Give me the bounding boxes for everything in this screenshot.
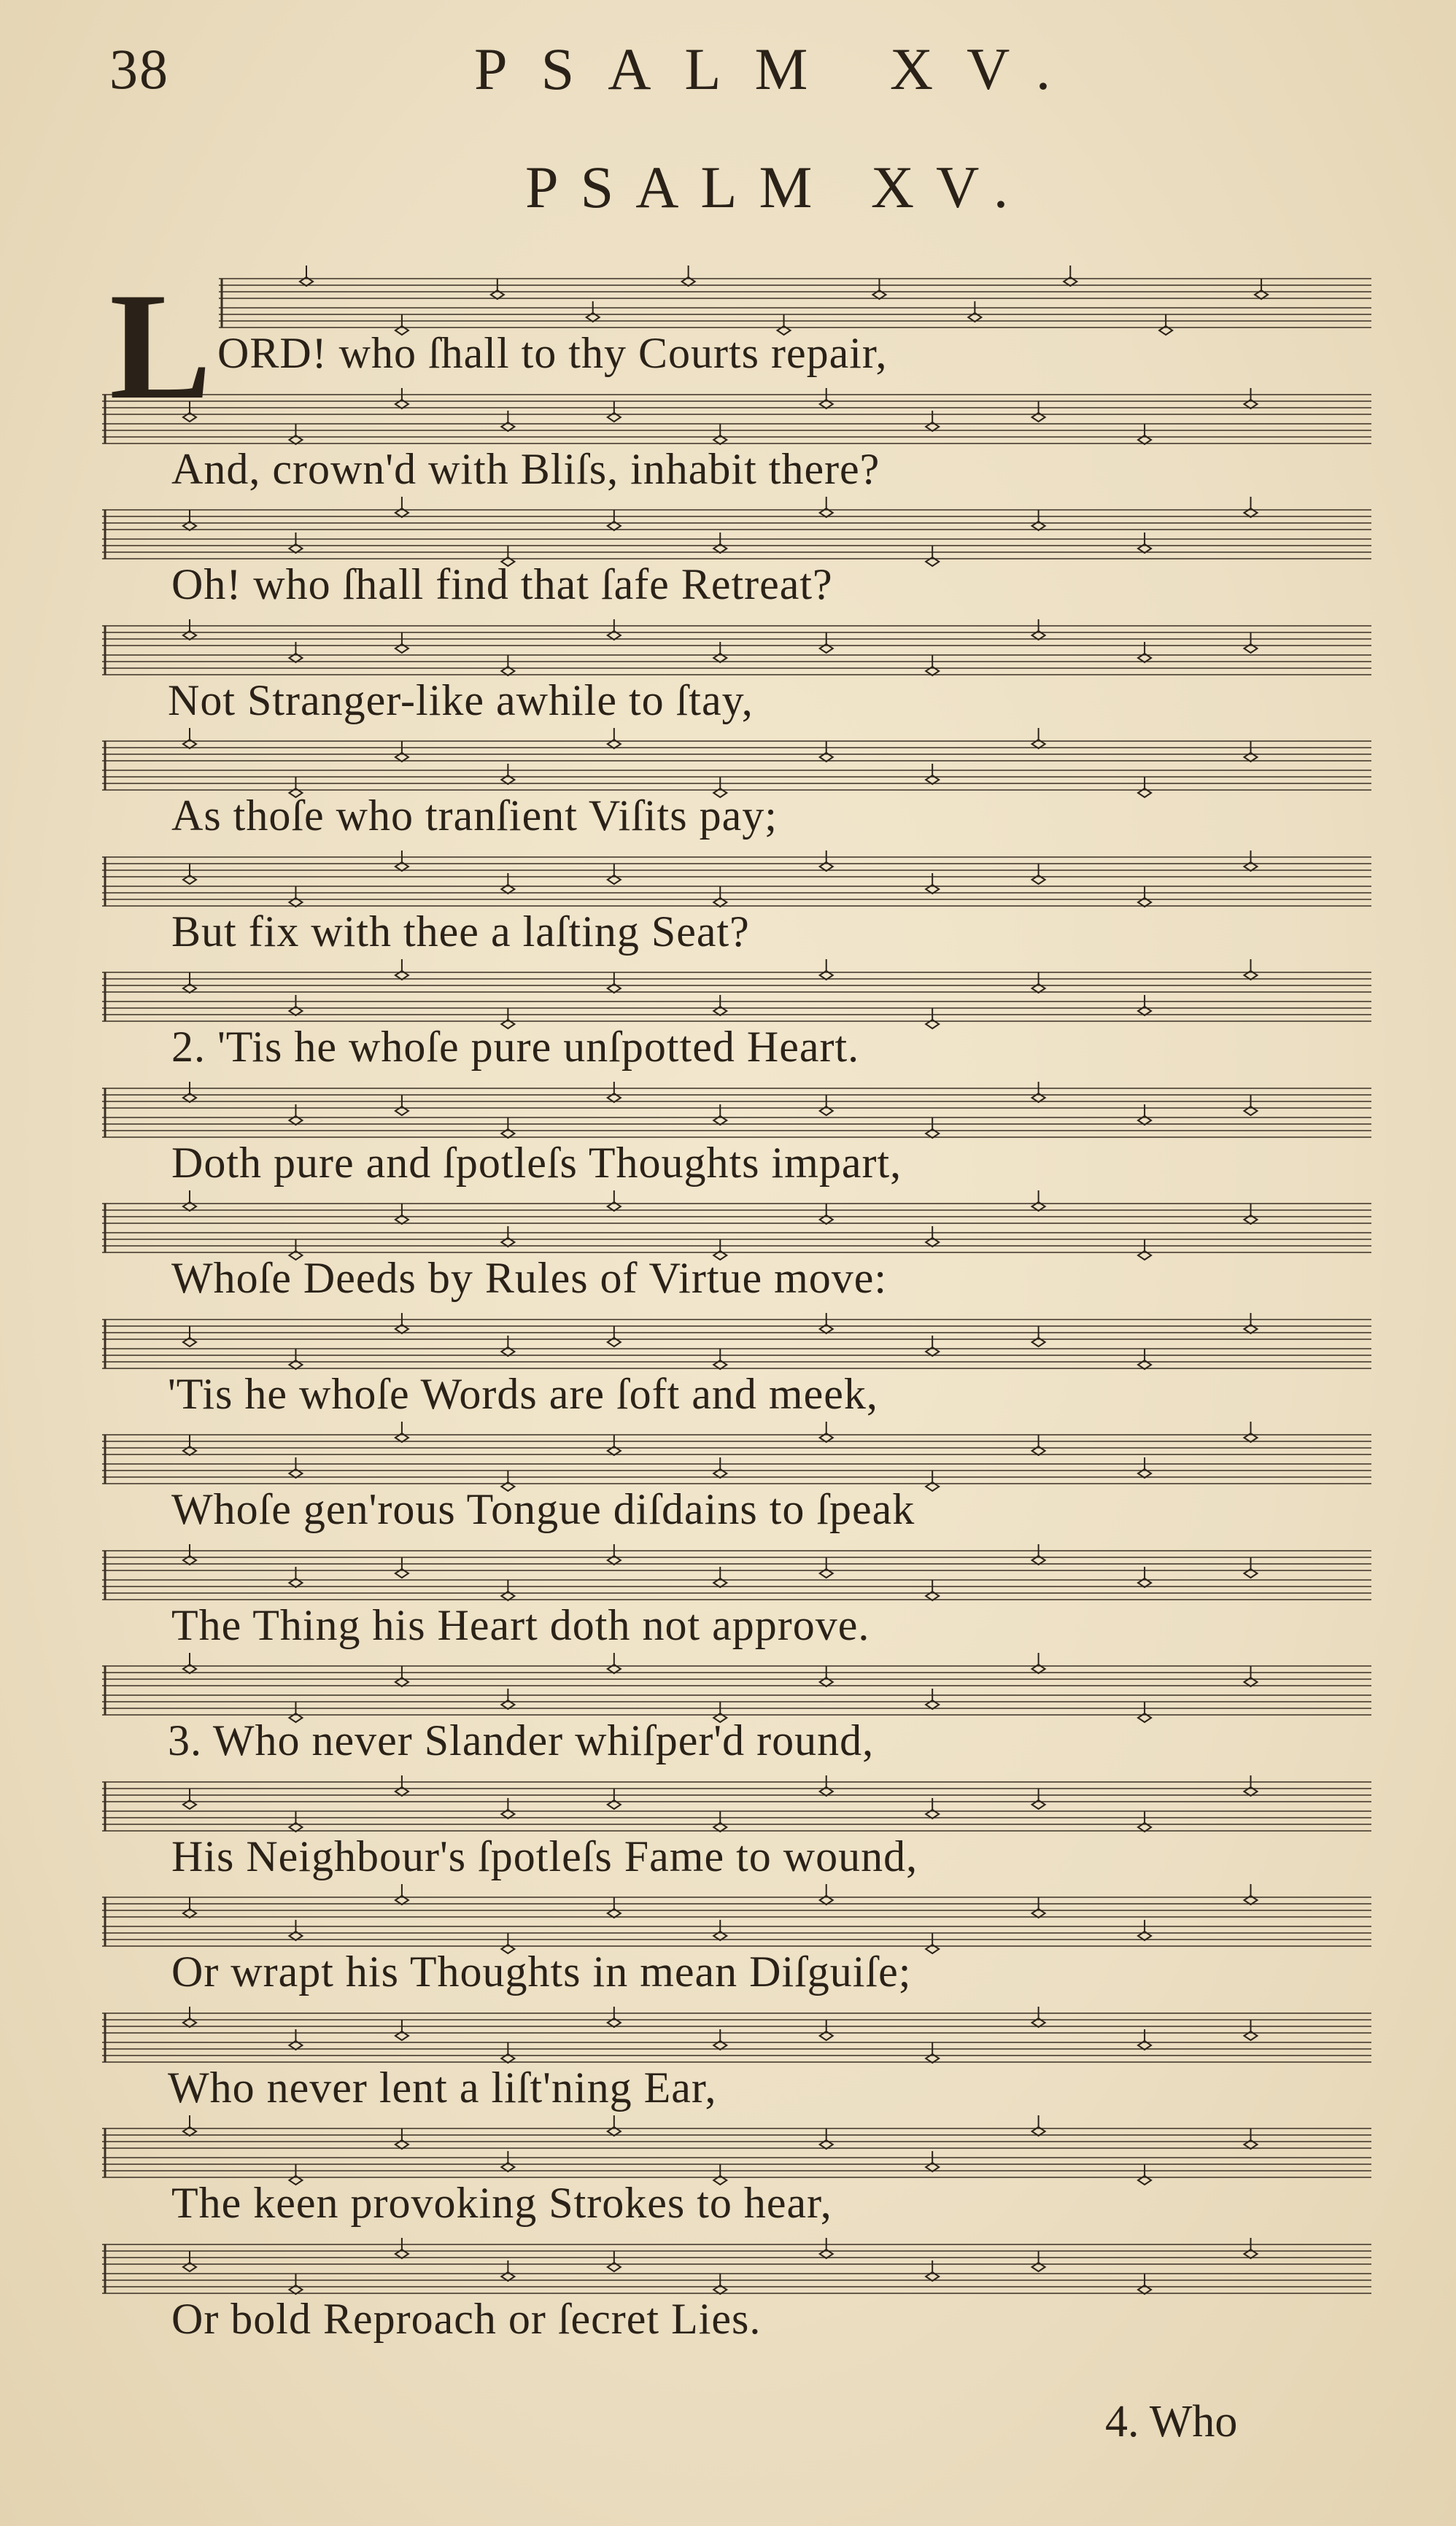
page-number: 38 [109,37,169,101]
music-staff [102,741,1371,796]
music-staff [102,279,1371,333]
staff-system [102,1320,1371,1436]
lyric-line: His Neighbour's ſpotleſs Fame to wound, [171,1832,918,1880]
lyric-line: The keen provoking Strokes to hear, [171,2179,832,2227]
staff-system [102,1088,1371,1205]
music-staff [102,626,1371,681]
lyric-line: ORD! who ſhall to thy Courts repair, [217,329,888,377]
staff-system [102,395,1371,511]
music-staff [102,2128,1371,2183]
catchword: 4. Who [1105,2397,1238,2446]
lyric-line: And, crown'd with Bliſs, inhabit there? [171,444,880,493]
music-staff [102,1666,1371,1721]
staff-system [102,2013,1371,2130]
psalm-title: PSALM XV. [525,154,1031,220]
staff-system [102,1782,1371,1899]
music-staff [102,2013,1371,2068]
lyric-line: 3. Who never Slander whiſper'd round, [168,1716,875,1764]
lyric-line: Not Stranger-like awhile to ſtay, [168,675,754,724]
lyric-line: Or wrapt his Thoughts in mean Diſguiſe; [171,1948,912,1996]
staff-system [102,1551,1371,1667]
staff-system [102,972,1371,1089]
lyric-line: Doth pure and ſpotleſs Thoughts impart, [171,1138,902,1187]
lyric-line: As thoſe who tranſient Viſits pay; [171,791,778,840]
running-title: PSALM XV. [474,36,1085,102]
drop-cap: L [109,262,212,431]
lyric-line: Who never lent a liſt'ning Ear, [168,2063,717,2112]
lyric-line: Whoſe gen'rous Tongue diſdains to ſpeak [171,1485,915,1533]
music-staff [102,972,1371,1027]
music-staff [102,857,1371,912]
staff-system [102,626,1371,743]
staff-system [102,1666,1371,1783]
lyric-line: 'Tis he whoſe Words are ſoft and meek, [168,1369,878,1418]
lyric-line: The Thing his Heart doth not approve. [171,1600,870,1649]
music-staff [102,1551,1371,1605]
music-staff [102,1204,1371,1258]
music-staff [102,395,1371,449]
lyric-line: Whoſe Deeds by Rules of Virtue move: [171,1254,888,1302]
lyric-line: Or bold Reproach or ſecret Lies. [171,2294,762,2343]
music-staff [102,2244,1371,2299]
music-staff [102,1782,1371,1837]
lyric-line: 2. 'Tis he whoſe pure unſpotted Heart. [171,1023,860,1071]
music-staff [102,1320,1371,1374]
staff-system [102,279,1371,395]
staff-system [102,1204,1371,1320]
staff-system [102,857,1371,974]
staff-system [102,741,1371,858]
staff-system [102,510,1371,627]
lyric-line: Oh! who ſhall find that ſafe Retreat? [171,560,833,608]
music-staff [102,1435,1371,1489]
staff-system [102,1897,1371,2014]
staff-system [102,2244,1371,2361]
staff-system [102,2128,1371,2245]
music-staff [102,1088,1371,1143]
music-staff [102,510,1371,565]
staff-system [102,1435,1371,1551]
music-staff [102,1897,1371,1952]
lyric-line: But fix with thee a laſting Seat? [171,907,750,956]
